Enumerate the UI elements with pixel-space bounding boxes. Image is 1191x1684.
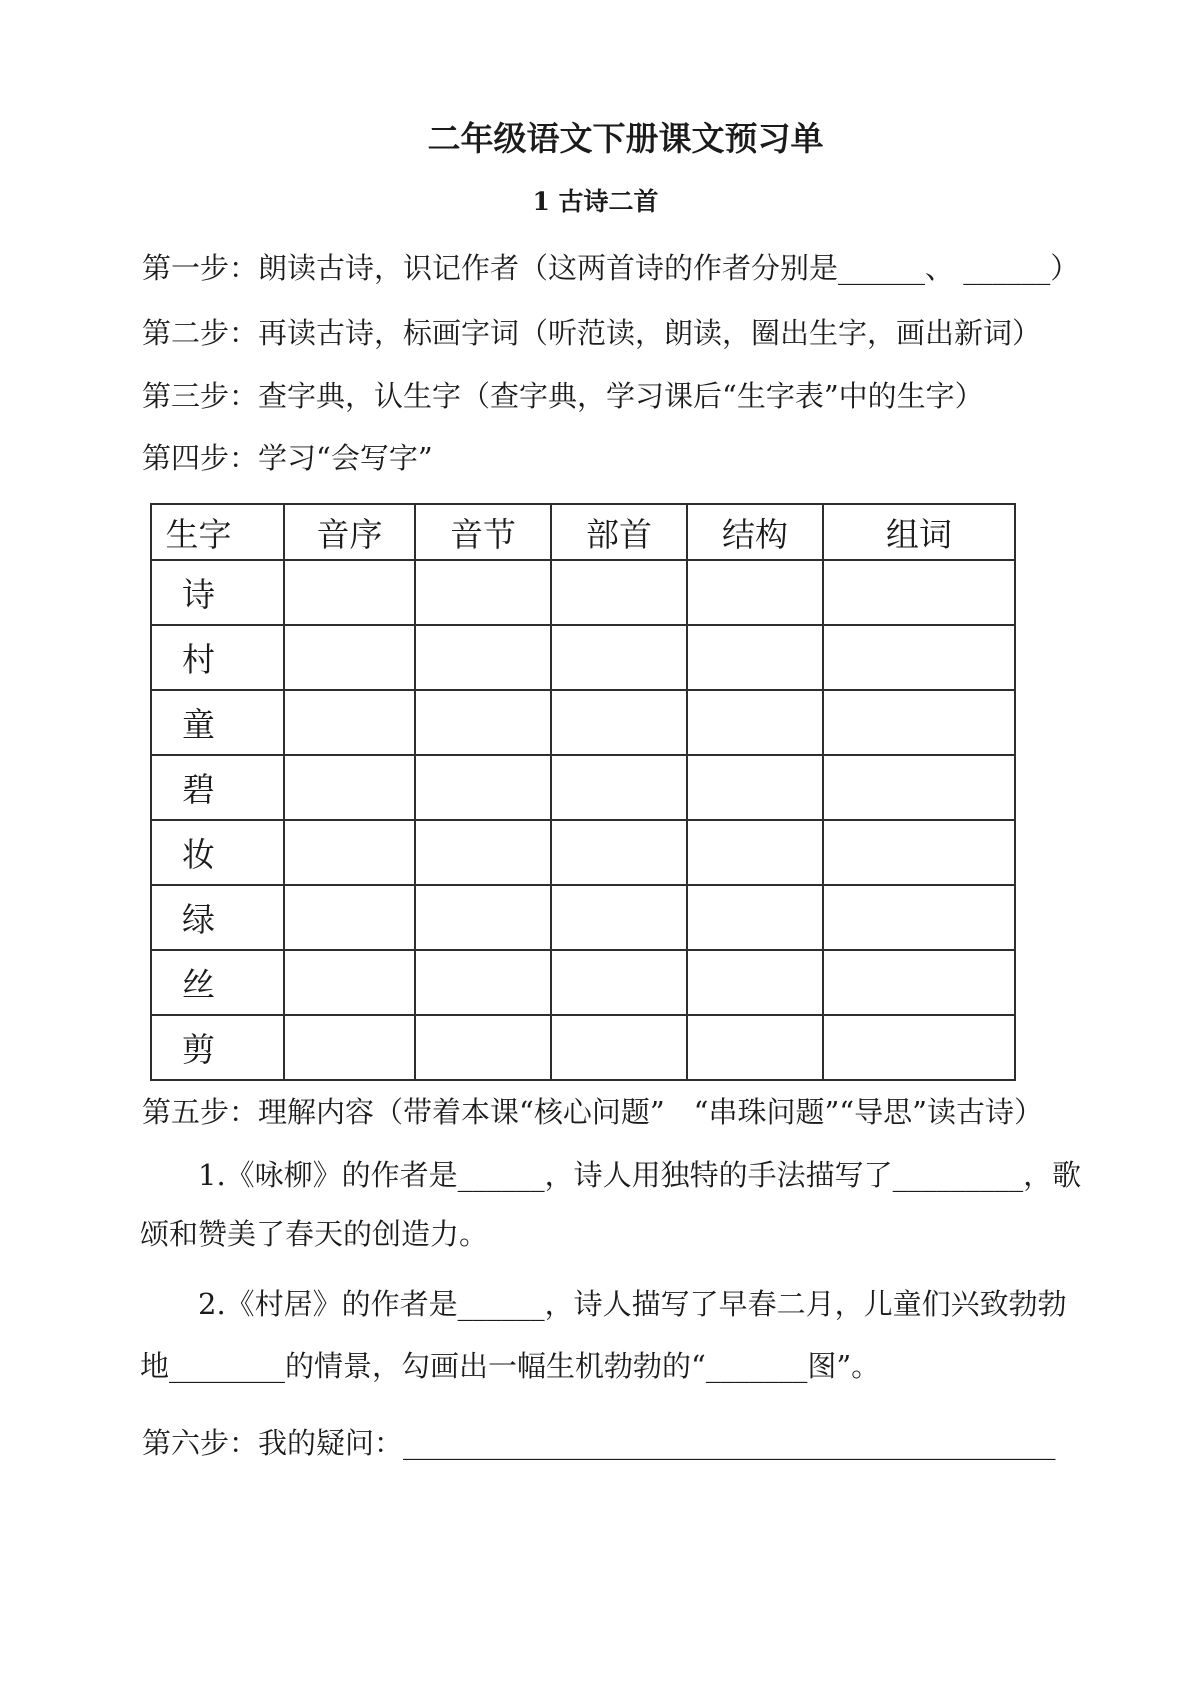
- empty-cell: [284, 755, 415, 820]
- header-radical: 部首: [551, 504, 687, 560]
- new-character-cell: 童: [151, 690, 284, 755]
- table-header-row: [151, 504, 1015, 560]
- empty-cell: [551, 820, 687, 885]
- step-6-instruction: [142, 1427, 1056, 1460]
- empty-cell: [687, 820, 823, 885]
- empty-cell: [551, 625, 687, 690]
- table-row: [151, 950, 1015, 1015]
- empty-cell: [284, 820, 415, 885]
- empty-cell: [687, 625, 823, 690]
- empty-cell: [415, 885, 551, 950]
- header-syllable: 音节: [415, 504, 551, 560]
- step-3-instruction: 第三步：查字典，认生字（查字典，学习课后“生字表”中的生字）: [142, 379, 984, 413]
- empty-cell: [551, 755, 687, 820]
- header-structure: 结构: [687, 504, 823, 560]
- new-character-cell: 丝: [151, 950, 284, 1015]
- empty-cell: [823, 625, 1015, 690]
- step-1-instruction: 第一步：朗读古诗，识记作者（这两首诗的作者分别是______、 ______）: [142, 251, 1080, 285]
- new-character-cell: 绿: [151, 885, 284, 950]
- empty-cell: [687, 690, 823, 755]
- empty-cell: [687, 755, 823, 820]
- new-character-cell: 剪: [151, 1015, 284, 1080]
- empty-cell: [551, 1015, 687, 1080]
- empty-cell: [415, 690, 551, 755]
- empty-cell: [823, 560, 1015, 625]
- empty-cell: [687, 885, 823, 950]
- empty-cell: [284, 950, 415, 1015]
- empty-cell: [284, 690, 415, 755]
- page-title: 二年级语文下册课文预习单: [427, 119, 824, 158]
- new-character-cell: 妆: [151, 820, 284, 885]
- header-new-character: 生字: [151, 504, 284, 560]
- empty-cell: [823, 820, 1015, 885]
- step-2-instruction: 第二步：再读古诗，标画字词（听范读，朗读，圈出生字，画出新词）: [142, 316, 1042, 350]
- empty-cell: [551, 560, 687, 625]
- empty-cell: [687, 560, 823, 625]
- header-initial: 音序: [284, 504, 415, 560]
- empty-cell: [823, 1015, 1015, 1080]
- table-row: [151, 1015, 1015, 1080]
- empty-cell: [284, 625, 415, 690]
- empty-cell: [415, 820, 551, 885]
- characters-table: [150, 503, 1016, 1081]
- empty-cell: [823, 755, 1015, 820]
- empty-cell: [823, 885, 1015, 950]
- table-row: [151, 690, 1015, 755]
- empty-cell: [551, 950, 687, 1015]
- table-row: [151, 625, 1015, 690]
- empty-cell: [284, 560, 415, 625]
- step-4-instruction: 第四步：学习“会写字”: [142, 441, 433, 475]
- empty-cell: [415, 625, 551, 690]
- empty-cell: [415, 1015, 551, 1080]
- empty-cell: [415, 560, 551, 625]
- lesson-title: 1 古诗二首: [532, 187, 659, 216]
- table-row: [151, 885, 1015, 950]
- empty-cell: [823, 950, 1015, 1015]
- empty-cell: [551, 690, 687, 755]
- empty-cell: [284, 885, 415, 950]
- paragraph-2-line-1: 2.《村居》的作者是______，诗人描写了早春二月，儿童们兴致勃勃: [198, 1287, 1067, 1321]
- empty-cell: [284, 1015, 415, 1080]
- new-character-cell: 村: [151, 625, 284, 690]
- table-row: [151, 755, 1015, 820]
- new-character-cell: 碧: [151, 755, 284, 820]
- paragraph-2-line-2: 地________的情景，勾画出一幅生机勃勃的“_______图”。: [140, 1349, 881, 1383]
- header-words: 组词: [823, 504, 1015, 560]
- step-6-blank-line: _____________________________________________: [403, 1426, 1056, 1460]
- empty-cell: [823, 690, 1015, 755]
- paragraph-1-line-1: 1.《咏柳》的作者是______，诗人用独特的手法描写了_________，歌: [198, 1158, 1082, 1192]
- paragraph-1-line-2: 颂和赞美了春天的创造力。: [140, 1217, 489, 1251]
- table-row: [151, 820, 1015, 885]
- table-row: [151, 560, 1015, 625]
- new-character-cell: 诗: [151, 560, 284, 625]
- empty-cell: [551, 885, 687, 950]
- empty-cell: [415, 950, 551, 1015]
- empty-cell: [415, 755, 551, 820]
- step-5-instruction: 第五步：理解内容（带着本课“核心问题” “串珠问题”“导思”读古诗）: [142, 1095, 1043, 1129]
- empty-cell: [687, 950, 823, 1015]
- empty-cell: [687, 1015, 823, 1080]
- step-6-label: 第六步：我的疑问：: [142, 1426, 404, 1460]
